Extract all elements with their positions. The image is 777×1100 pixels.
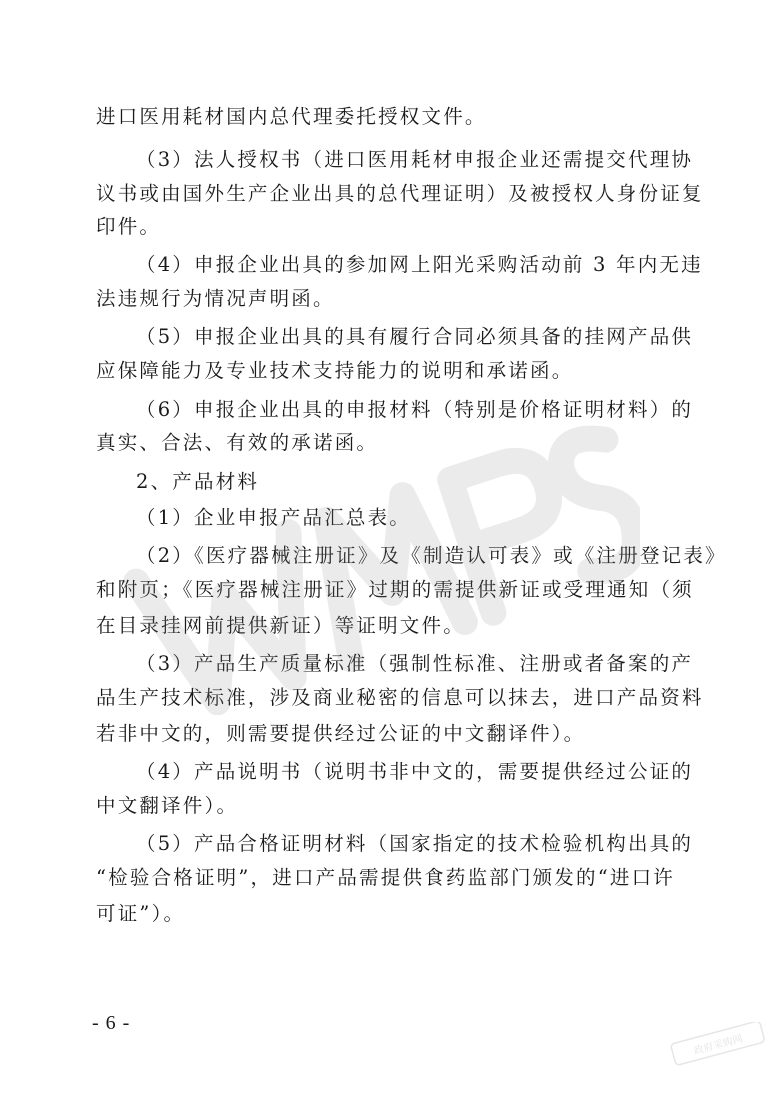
paragraph-line: （4）申报企业出具的参加网上阳光采购活动前 3 年内无违 — [136, 253, 703, 276]
paragraph-line: （5）产品合格证明材料（国家指定的技术检验机构出具的 — [136, 832, 694, 855]
section-heading: 2、产品材料 — [136, 470, 260, 493]
paragraph-line: 在目录挂网前提供新证）等证明文件。 — [96, 614, 465, 637]
paragraph-line: 和附页；《医疗器械注册证》过期的需提供新证或受理通知（须 — [96, 578, 694, 601]
paragraph-line: 议书或由国外生产企业出具的总代理证明）及被授权人身份证复 — [96, 182, 704, 205]
paragraph-line: （4）产品说明书（说明书非中文的，需要提供经过公证的 — [136, 760, 694, 783]
paragraph-line: 中文翻译件）。 — [96, 794, 239, 817]
paragraph-line: （5）申报企业出具的具有履行合同必须具备的挂网产品供 — [136, 325, 694, 348]
paragraph-line: （2）《医疗器械注册证》及《制造认可表》或《注册登记表》 — [136, 544, 727, 567]
page-number: - 6 - — [92, 1012, 131, 1034]
paragraph-line: “检验合格证明”，进口产品需提供食药监部门颁发的“进口许 — [96, 866, 676, 889]
paragraph-line: （1）企业申报产品汇总表。 — [136, 506, 412, 529]
paragraph-line: （3）法人授权书（进口医用耗材申报企业还需提交代理协 — [136, 148, 694, 171]
paragraph-line: 印件。 — [96, 215, 162, 238]
paragraph-line: 可证”）。 — [96, 902, 186, 925]
svg-text:政府采购网: 政府采购网 — [692, 1033, 744, 1058]
paragraph-line: 真实、合法、有效的承诺函。 — [96, 431, 379, 454]
paragraph-line: 进口医用耗材国内总代理委托授权文件。 — [96, 105, 487, 128]
paragraph-line: （3）产品生产质量标准（强制性标准、注册或者备案的产 — [136, 652, 694, 675]
paragraph-line: 应保障能力及专业技术支持能力的说明和承诺函。 — [96, 359, 574, 382]
seal-stamp — [668, 1022, 768, 1066]
paragraph-line: 品生产技术标准，涉及商业秘密的信息可以抹去，进口产品资料 — [96, 686, 704, 709]
paragraph-line: 若非中文的，则需要提供经过公证的中文翻译件）。 — [96, 722, 586, 745]
paragraph-line: 法违规行为情况声明函。 — [96, 287, 335, 310]
paragraph-line: （6）申报企业出具的申报材料（特别是价格证明材料）的 — [136, 398, 694, 421]
